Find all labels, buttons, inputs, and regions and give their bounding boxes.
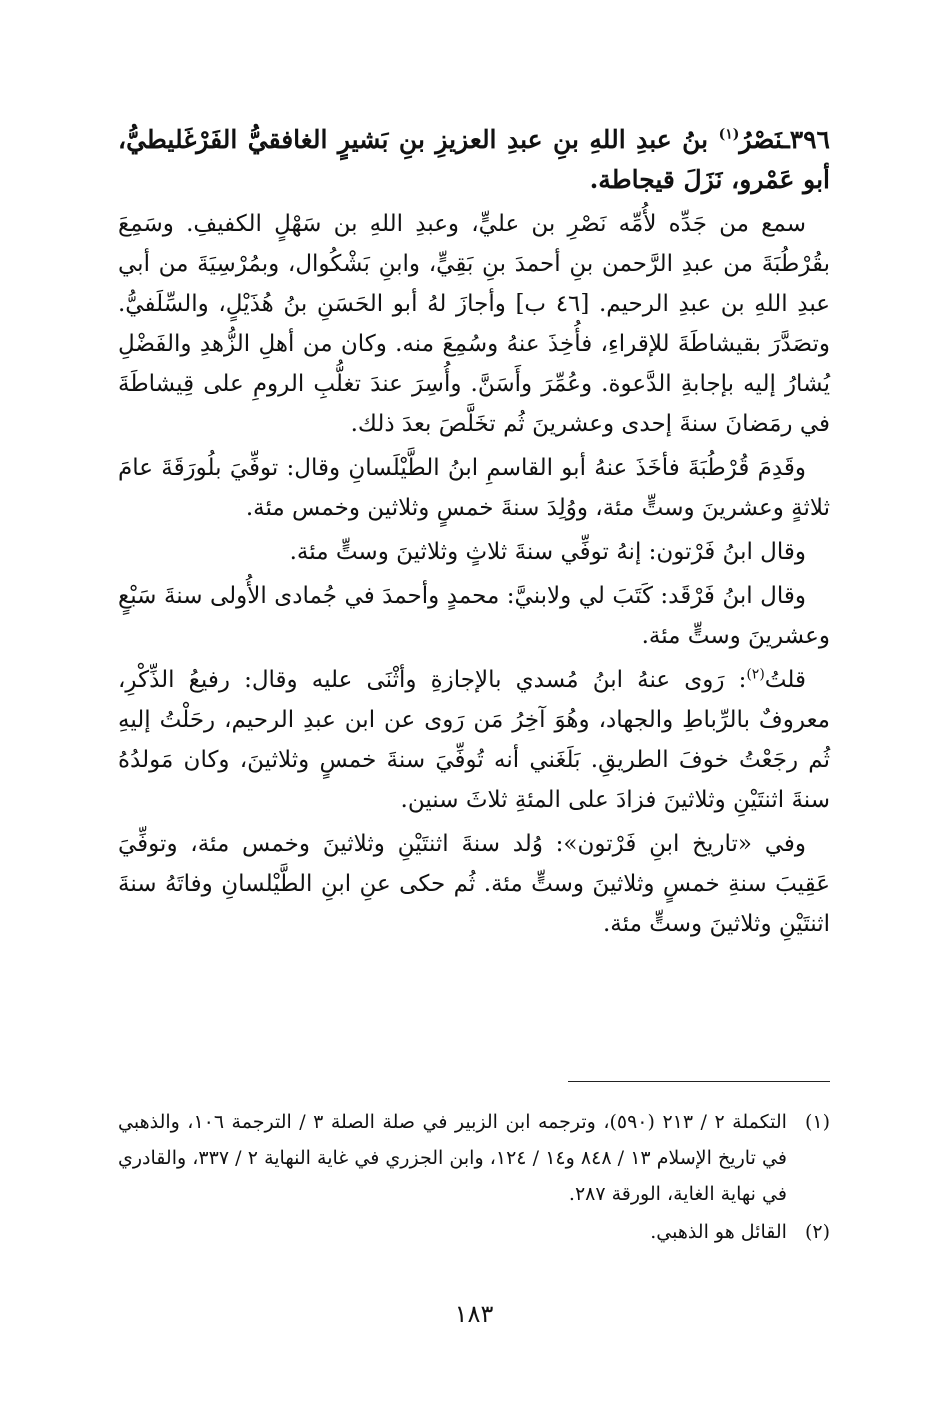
footnotes <box>118 1104 830 1252</box>
entry-heading <box>118 120 830 200</box>
paragraph-2: وقَدِمَ قُرْطُبَةَ فأخَذَ عنهُ أبو القاسمِ ابنُ الطَّيْلَسانِ وقال: توفِّيَ بلُورَقَةَ عامَ ثلاثةٍ وعشرينَ وستٍّ مئة، ووُلِدَ سنةَ خمسٍ وثلاثين وخمس مئة. <box>118 455 830 521</box>
footnote-marker-2: (٢) <box>746 666 765 683</box>
paragraph-1: سمع من جَدِّه لأُمِّه نَصْرِ بن عليٍّ، وعبدِ اللهِ بن سَهْلٍ الكفيفِ. وسَمِعَ بقُرْطُبَةَ من عبدِ الرَّحمن بنِ أحمدَ بنِ بَقِيٍّ، وابنِ بَشْكُوال، وبمُرْسِيَةَ من أبي عبدِ اللهِ بن عبدِ الرحيم. [٤٦ ب] وأجازَ لهُ أبو الحَسَنِ بنُ هُذَيْلٍ، والسِّلَفيُّ. وتصَدَّرَ بقيشاطَةَ للإقراءِ، فأُخِذَ عنهُ وسُمِعَ منه. وكان من أهلِ الزُّهدِ والفَضْلِ يُشارُ إليه بإجابةِ الدَّعوة. وعُمِّرَ وأَسَنَّ. وأُسِرَ عندَ تغلُّبِ الرومِ على قِيشاطَةَ في رمَضانَ سنةَ إحدى وعشرينَ ثُم تخَلَّصَ بعدَ ذلك. <box>118 211 830 437</box>
footnote-marker-1: (١) <box>718 126 740 143</box>
footnote-1 <box>118 1104 830 1212</box>
paragraph-4: وقال ابنُ فَرْقَد: كَتَبَ لي ولابنيَّ: محمدٍ وأحمدَ في جُمادى الأُولى سنةَ سَبْعٍ وعشرينَ وستٍّ مئة. <box>118 583 830 649</box>
footnote-1-marker: (١) <box>804 1111 830 1133</box>
paragraph-3: وقال ابنُ فَرْتون: إنهُ توفِّي سنةَ ثلاثٍ وثلاثينَ وستٍّ مئة. <box>289 539 806 565</box>
paragraph-5-lead: قلتُ <box>764 667 806 693</box>
paragraph-6: وفي «تاريخ ابنِ فَرْتون»: وُلد سنةَ اثنتَيْنِ وثلاثينَ وخمس مئة، وتوفِّيَ عَقِيبَ سنةِ خمسٍ وثلاثينَ وستٍّ مئة. ثُم حكى عنِ ابنِ الطَّيْلسانِ وفاتَهُ سنةَ اثنتَيْنِ وثلاثينَ وستٍّ مئة. <box>118 831 830 937</box>
entry-name: نَصْرُ <box>739 125 783 154</box>
entry-number: ٣٩٦ <box>789 125 830 154</box>
page-number: ١٨٣ <box>454 1300 494 1328</box>
main-text <box>118 120 830 948</box>
paragraph-5 <box>118 660 830 820</box>
footnote-2 <box>118 1214 830 1250</box>
paragraph-5-text: : رَوى عنهُ ابنُ مُسدي بالإجازةِ وأثْنَى عليه وقال: رفيعُ الذِّكْرِ، معروفٌ بالرِّباطِ والجهاد، وهُوَ آخِرُ مَن رَوى عن ابن عبدِ الرحيم، رحَلْتُ إليهِ ثُم رجَعْتُ خوفَ الطريقِ. بَلَغَني أنه تُوفِّيَ سنةَ خمسٍ وثلاثينَ، وكان مَولدُهُ سنةَ اثنتَيْنِ وثلاثينَ فزادَ على المئةِ ثلاثَ سنين. <box>118 667 830 813</box>
entry-heading-rest: بنُ عبدِ اللهِ بنِ عبدِ العزيزِ بنِ بَشيرٍ الغافقيُّ الفَرْغَليطيُّ، أبو عَمْرو، نَزَلَ قيجاطة. <box>118 125 830 194</box>
footnote-2-marker: (٢) <box>804 1221 830 1243</box>
footnote-2-text: القائل هو الذهبي. <box>650 1221 787 1243</box>
footnote-1-text: التكملة ٢ / ٢١٣ (٥٩٠)، وترجمه ابن الزبير في صلة الصلة ٣ / الترجمة ١٠٦، والذهبي في تاريخ الإسلام ١٣ / ٨٤٨ و١٤ / ١٢٤، وابن الجزري في غاية النهاية ٢ / ٣٣٧، والقادري في نهاية الغاية، الورقة ٢٨٧. <box>118 1111 787 1205</box>
footnote-separator <box>568 1081 830 1082</box>
entry-dash: ـ <box>782 125 790 154</box>
